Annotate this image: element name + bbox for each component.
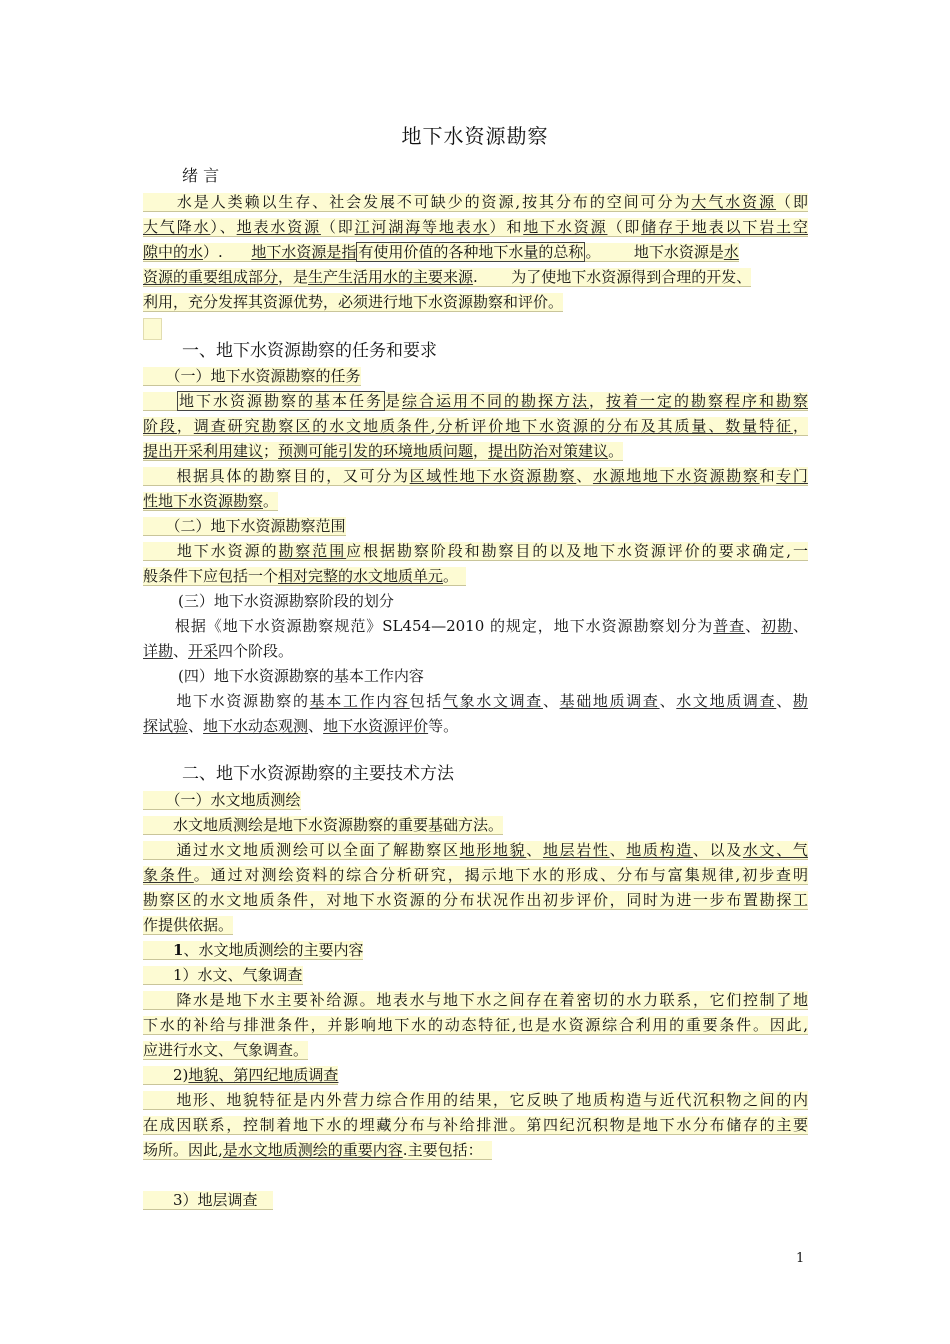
s2-para-3-line-3: 应进行水文、气象调查。 — [143, 1041, 309, 1059]
item-1-title: 1、水文地质测绘的主要内容 — [143, 938, 808, 963]
sub4-line-1: 地下水资源勘察的基本工作内容包括气象水文调查、基础地质调查、水文地质调查、勘 — [176, 692, 808, 710]
s2-para-4-line-2: 在成因联系，控制着地下水的埋藏分布与补给排泄。第四纪沉积物是地下水分布储存的主要 — [143, 1116, 808, 1134]
intro-line-4: 资源的重要组成部分，是生产生活用水的主要来源. 为了使地下水资源得到合理的开发、 — [143, 268, 752, 286]
item-1-3-title: 3）地层调查 — [143, 1188, 808, 1213]
s2-para-3-line-1: 降水是地下水主要补给源。地表水与地下水之间存在着密切的水力联系，它们控制了地 — [143, 988, 808, 1013]
intro-line-2: 大气降水）、地表水资源（即江河湖海等地表水）和地下水资源（即储存于地表以下岩土空 — [143, 218, 808, 236]
sub2-title: （二）地下水资源勘察范围 — [143, 514, 808, 539]
intro-heading: 绪 言 — [182, 166, 220, 185]
page-number: 1 — [796, 1251, 805, 1266]
empty-highlight-mark — [143, 318, 162, 340]
item-1-1-title: 1）水文、气象调查 — [143, 963, 808, 988]
s2-para-4-line-1: 地形、地貌特征是内外营力综合作用的结果，它反映了地质构造与近代沉积物之间的内 — [143, 1088, 808, 1113]
sub1-line-3: 提出开采利用建议；预测可能引发的环境地质问题，提出防治对策建议。 — [143, 442, 624, 460]
sub3-title: (三）地下水资源勘察阶段的划分 — [178, 592, 394, 610]
page-title: 地下水资源勘察 — [401, 124, 549, 148]
section2-heading: 二、地下水资源勘察的主要技术方法 — [182, 764, 454, 784]
item-1-2-title: 2)地貌、第四纪地质调查 — [143, 1063, 808, 1088]
s2-para-4-line-3: 场所。因此,是水文地质测绘的重要内容.主要包括： — [143, 1141, 493, 1159]
sub4-line-2: 探试验、地下水动态观测、地下水资源评价等。 — [143, 717, 459, 735]
s2-para-2-line-1: 通过水文地质测绘可以全面了解勘察区地形地貌、地层岩性、地质构造、以及水文、气 — [143, 838, 808, 863]
sub1-line-5: 性地下水资源勘察。 — [143, 492, 279, 510]
intro-line-5: 利用，充分发挥其资源优势，必须进行地下水资源勘察和评价。 — [143, 293, 564, 311]
s2-para-2-line-3: 勘察区的水文地质条件，对地下水资源的分布状况作出初步评价，同时为进一步布置勘探工 — [143, 891, 808, 909]
s2-para-2-line-4: 作提供依据。 — [143, 916, 234, 934]
sub1-line-4: 根据具体的勘察目的，又可分为区域性地下水资源勘察、水源地地下水资源勘察和专门 — [143, 464, 808, 489]
section1-heading: 一、地下水资源勘察的任务和要求 — [182, 341, 437, 361]
s2-sub1-title: （一）水文地质测绘 — [143, 788, 808, 813]
s2-para-1: 水文地质测绘是地下水资源勘察的重要基础方法。 — [143, 813, 808, 838]
sub1-line-2: 阶段，调查研究勘察区的水文地质条件,分析评价地下水资源的分布及其质量、数量特征， — [143, 417, 808, 435]
sub3-line-2: 详勘、开采四个阶段。 — [143, 642, 294, 660]
sub2-line-2: 般条件下应包括一个相对完整的水文地质单元。 — [143, 564, 808, 589]
s2-para-2-line-2: 象条件。通过对测绘资料的综合分析研究，揭示地下水的形成、分布与富集规律,初步查明 — [143, 866, 808, 884]
intro-line-1: 水是人类赖以生存、社会发展不可缺少的资源,按其分布的空间可分为大气水资源（即 — [143, 190, 808, 215]
s2-para-3-line-2: 下水的补给与排泄条件，并影响地下水的动态特征,也是水资源综合利用的重要条件。因此, — [143, 1016, 808, 1034]
sub2-line-1: 地下水资源的勘察范围应根据勘察阶段和勘察目的以及地下水资源评价的要求确定,一 — [143, 539, 808, 564]
sub3-line-1: 根据《地下水资源勘察规范》SL454—2010 的规定，地下水资源勘察划分为普查、初勘、 — [174, 617, 808, 635]
sub1-title: （一）地下水资源勘察的任务 — [143, 364, 808, 389]
intro-line-3: 隙中的水）. 地下水资源是指 有使用价值的各种地下水量的总称 。 地下水资源是水 — [143, 243, 739, 261]
sub4-title: (四）地下水资源勘察的基本工作内容 — [178, 667, 424, 685]
sub1-line-1: 地下水资源勘察的基本任务 是综合运用不同的勘探方法，按着一定的勘察程序和勘察 — [143, 389, 808, 414]
